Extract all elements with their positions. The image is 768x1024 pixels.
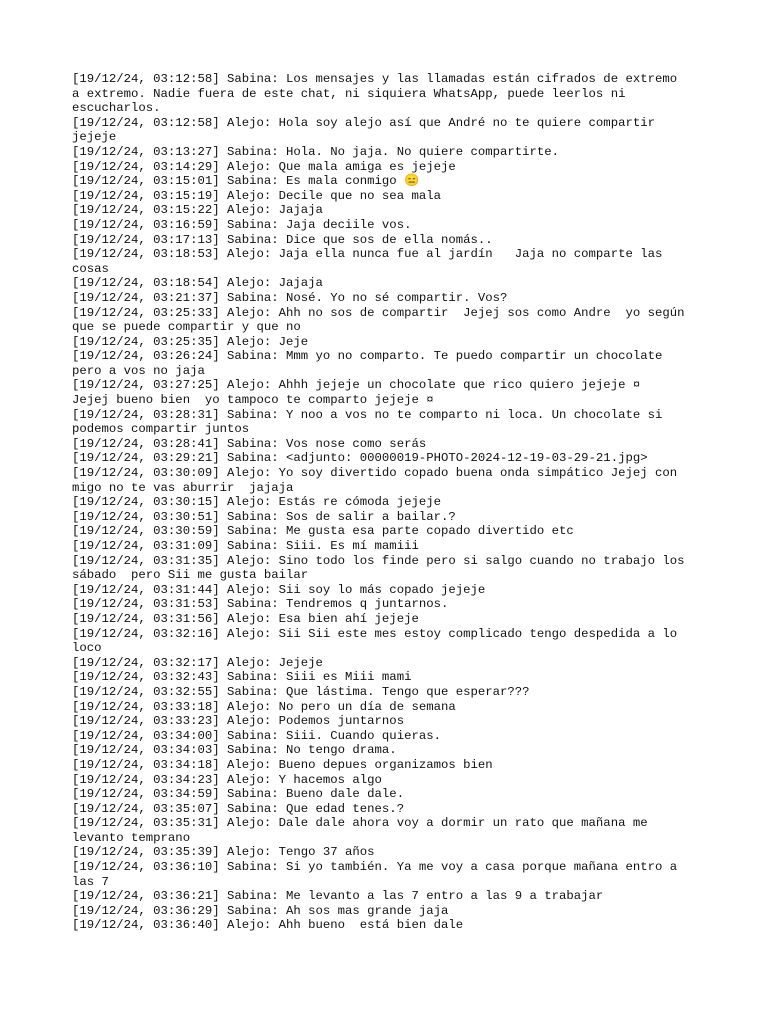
transcript-line: [19/12/24, 03:30:59] Sabina: Me gusta esa parte copado divertido etc: [72, 524, 574, 539]
transcript-line: [19/12/24, 03:18:54] Alejo: Jajaja: [72, 276, 323, 291]
transcript-line: podemos compartir juntos: [72, 422, 250, 437]
chat-transcript: [72, 72, 712, 933]
transcript-line: las 7: [72, 874, 109, 889]
transcript-line: [19/12/24, 03:15:19] Alejo: Decile que no sea mala: [72, 188, 441, 203]
transcript-line: [19/12/24, 03:34:23] Alejo: Y hacemos algo: [72, 772, 382, 787]
transcript-line: [19/12/24, 03:26:24] Sabina: Mmm yo no comparto. Te puedo compartir un chocolate: [72, 349, 663, 364]
transcript-line: [19/12/24, 03:30:51] Sabina: Sos de salir a bailar.?: [72, 509, 456, 524]
transcript-line: [19/12/24, 03:35:31] Alejo: Dale dale ahora voy a dormir un rato que mañana me: [72, 816, 648, 831]
transcript-line: sábado pero Sii me gusta bailar: [72, 568, 309, 583]
transcript-line: cosas: [72, 261, 109, 276]
transcript-line: a extremo. Nadie fuera de este chat, ni siquiera WhatsApp, puede leerlos ni: [72, 86, 626, 101]
transcript-line: [19/12/24, 03:12:58] Alejo: Hola soy alejo así que André no te quiere compartir: [72, 115, 655, 130]
transcript-line: [19/12/24, 03:14:29] Alejo: Que mala amiga es jejeje: [72, 159, 456, 174]
transcript-line: [19/12/24, 03:30:09] Alejo: Yo soy divertido copado buena onda simpático Jejej con: [72, 466, 678, 481]
transcript-line: [19/12/24, 03:31:35] Alejo: Sino todo los finde pero si salgo cuando no trabajo los: [72, 553, 685, 568]
transcript-line: [19/12/24, 03:28:31] Sabina: Y noo a vos no te comparto ni loca. Un chocolate si: [72, 407, 663, 422]
transcript-line: [19/12/24, 03:12:58] Sabina: Los mensajes y las llamadas están cifrados de extremo: [72, 72, 678, 86]
transcript-line: [19/12/24, 03:33:23] Alejo: Podemos juntarnos: [72, 714, 405, 729]
transcript-line: [19/12/24, 03:34:18] Alejo: Bueno depues organizamos bien: [72, 757, 493, 772]
transcript-line: [19/12/24, 03:32:43] Sabina: Siii es Miii mami: [72, 670, 412, 685]
transcript-line: [19/12/24, 03:28:41] Sabina: Vos nose como serás: [72, 436, 427, 451]
transcript-line: [19/12/24, 03:18:53] Alejo: Jaja ella nunca fue al jardín Jaja no comparte las: [72, 247, 663, 262]
transcript-line: [19/12/24, 03:31:44] Alejo: Sii soy lo más copado jejeje: [72, 582, 486, 597]
transcript-line: [19/12/24, 03:36:40] Alejo: Ahh bueno está bien dale: [72, 918, 464, 933]
transcript-line: [19/12/24, 03:32:16] Alejo: Sii Sii este mes estoy complicado tengo despedida a lo: [72, 626, 678, 641]
transcript-line: escucharlos.: [72, 101, 161, 116]
transcript-line: pero a vos no jaja: [72, 363, 205, 378]
transcript-line: [19/12/24, 03:15:01] Sabina: Es mala conmigo 😑: [72, 174, 420, 189]
transcript-line: [19/12/24, 03:36:10] Sabina: Si yo también. Ya me voy a casa porque mañana entro a: [72, 860, 678, 875]
transcript-line: [19/12/24, 03:27:25] Alejo: Ahhh jejeje un chocolate que rico quiero jejeje ¤: [72, 378, 641, 393]
transcript-line: [19/12/24, 03:35:07] Sabina: Que edad tenes.?: [72, 801, 405, 816]
transcript-line: levanto temprano: [72, 830, 191, 845]
transcript-line: [19/12/24, 03:31:09] Sabina: Siii. Es mí mamiii: [72, 539, 419, 553]
transcript-line: migo no te vas aburrir jajaja: [72, 480, 294, 495]
transcript-line: [19/12/24, 03:16:59] Sabina: Jaja deciile vos.: [72, 217, 412, 232]
transcript-line: [19/12/24, 03:32:55] Sabina: Que lástima. Tengo que esperar???: [72, 684, 530, 699]
transcript-line: [19/12/24, 03:31:56] Alejo: Esa bien ahí jejeje: [72, 611, 419, 626]
transcript-line: que se puede compartir y que no: [72, 320, 301, 335]
transcript-line: [19/12/24, 03:25:33] Alejo: Ahh no sos de compartir Jejej sos como Andre yo según: [72, 305, 685, 320]
transcript-line: [19/12/24, 03:36:21] Sabina: Me levanto a las 7 entro a las 9 a trabajar: [72, 889, 604, 904]
transcript-line: [19/12/24, 03:31:53] Sabina: Tendremos q juntarnos.: [72, 597, 449, 612]
transcript-line: [19/12/24, 03:29:21] Sabina: <adjunto: 00000019-PHOTO-2024-12-19-03-29-21.jpg>: [72, 451, 648, 466]
transcript-line: [19/12/24, 03:32:17] Alejo: Jejeje: [72, 655, 323, 670]
transcript-line: [19/12/24, 03:34:59] Sabina: Bueno dale dale.: [72, 787, 405, 802]
transcript-line: [19/12/24, 03:35:39] Alejo: Tengo 37 años: [72, 845, 375, 860]
transcript-line: [19/12/24, 03:30:15] Alejo: Estás re cómoda jejeje: [72, 495, 441, 510]
transcript-line: loco: [72, 641, 102, 656]
transcript-line: [19/12/24, 03:33:18] Alejo: No pero un día de semana: [72, 699, 456, 714]
transcript-line: [19/12/24, 03:34:00] Sabina: Siii. Cuando quieras.: [72, 728, 441, 743]
transcript-line: [19/12/24, 03:21:37] Sabina: Nosé. Yo no sé compartir. Vos?: [72, 290, 508, 305]
transcript-line: [19/12/24, 03:17:13] Sabina: Dice que sos de ella nomás..: [72, 232, 493, 247]
transcript-line: [19/12/24, 03:36:29] Sabina: Ah sos mas grande jaja: [72, 903, 449, 918]
transcript-line: [19/12/24, 03:13:27] Sabina: Hola. No jaja. No quiere compartirte.: [72, 144, 560, 159]
transcript-line: [19/12/24, 03:25:35] Alejo: Jeje: [72, 334, 309, 349]
transcript-line: jejeje: [72, 130, 117, 145]
transcript-line: [19/12/24, 03:15:22] Alejo: Jajaja: [72, 203, 323, 218]
transcript-line: [19/12/24, 03:34:03] Sabina: No tengo drama.: [72, 743, 397, 758]
transcript-line: Jejej bueno bien yo tampoco te comparto jejeje ¤: [72, 393, 434, 408]
